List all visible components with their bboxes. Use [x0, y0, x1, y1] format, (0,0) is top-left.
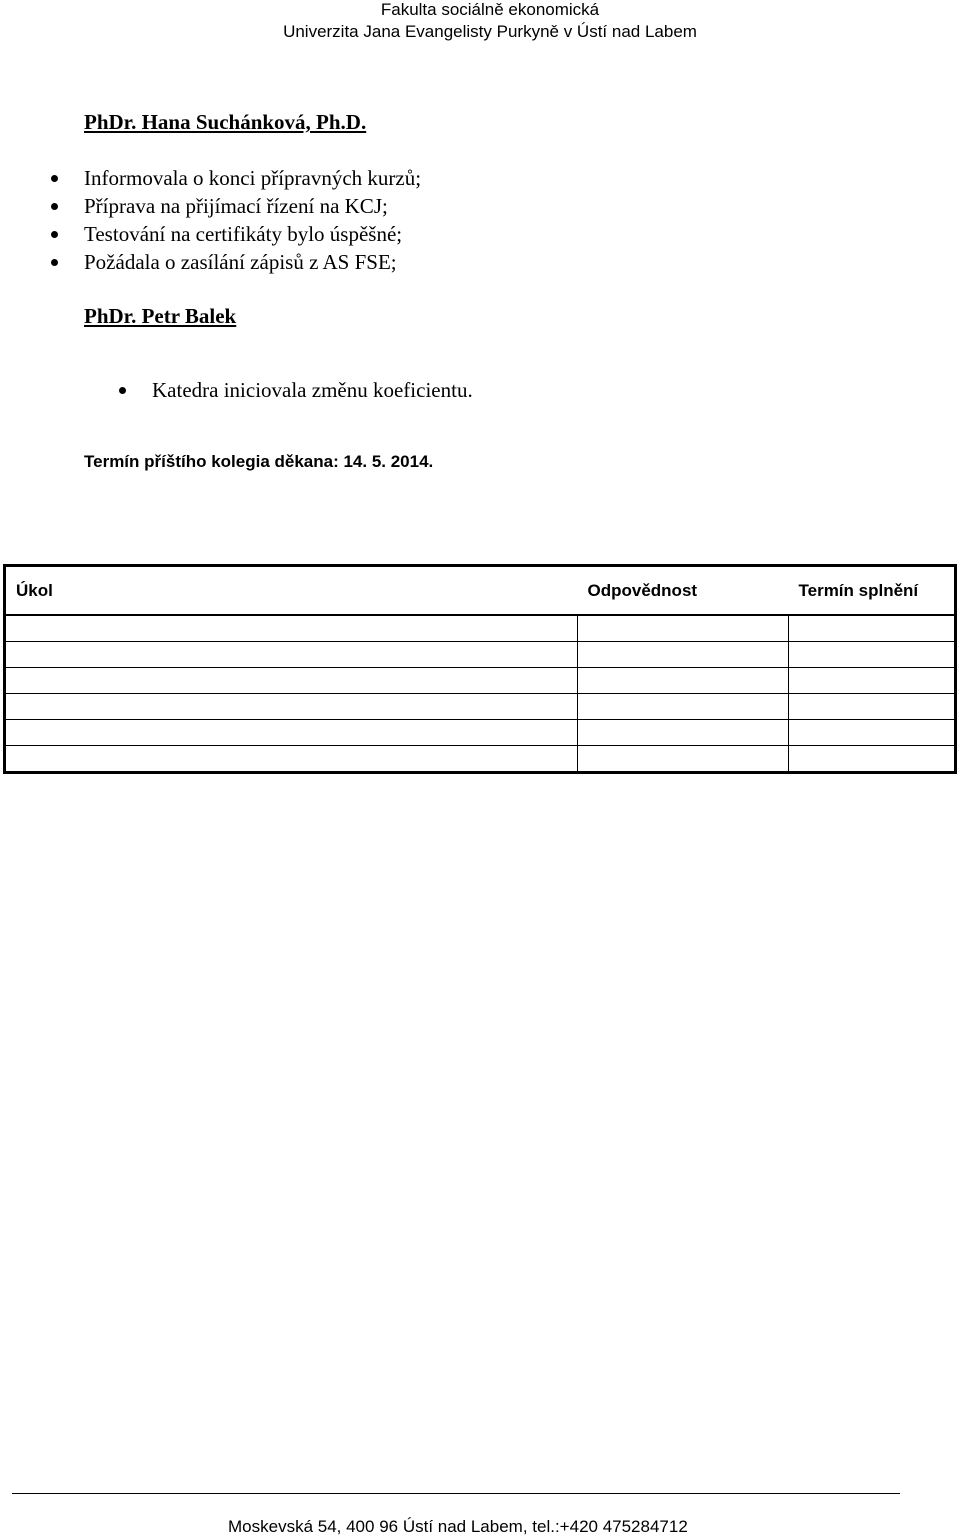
- bullet-icon: [51, 259, 58, 266]
- table-cell: [789, 694, 956, 720]
- table-row: [5, 668, 956, 694]
- list-item: [84, 192, 421, 220]
- list-item: [84, 248, 421, 276]
- task-table: [3, 564, 957, 774]
- list-item-text: Informovala o konci přípravných kurzů;: [84, 166, 422, 190]
- list-item-text: Testování na certifikáty bylo úspěšné;: [84, 222, 403, 246]
- next-meeting-date: Termín příštího kolegia děkana: 14. 5. 2014.: [84, 452, 434, 471]
- footer-address: Moskevská 54, 400 96 Ústí nad Labem, tel.:+420 475284712: [228, 1517, 688, 1536]
- list-item-text: Katedra iniciovala změnu koeficientu.: [152, 378, 473, 402]
- table-cell: [5, 642, 578, 668]
- table-cell: [789, 720, 956, 746]
- table-cell: [5, 746, 578, 773]
- list-item: [152, 376, 473, 404]
- table-cell: [578, 746, 789, 773]
- table-row: [5, 615, 956, 642]
- university-name: Univerzita Jana Evangelisty Purkyně v Ústí nad Labem: [283, 22, 697, 41]
- table-cell: [578, 642, 789, 668]
- table-header-row: [5, 566, 956, 616]
- table-cell: [789, 746, 956, 773]
- list-item: [84, 220, 421, 248]
- column-header-responsibility: Odpovědnost: [578, 566, 789, 616]
- table-cell: [5, 720, 578, 746]
- bullet-list-suchankova: [84, 164, 421, 276]
- list-item: [84, 164, 421, 192]
- bullet-icon: [51, 175, 58, 182]
- bullet-icon: [119, 387, 126, 394]
- table-row: [5, 642, 956, 668]
- table-cell: [578, 668, 789, 694]
- bullet-icon: [51, 231, 58, 238]
- section-heading-balek: PhDr. Petr Balek: [84, 304, 237, 328]
- table-cell: [5, 668, 578, 694]
- table-cell: [5, 615, 578, 642]
- table-cell: [789, 615, 956, 642]
- table-row: [5, 720, 956, 746]
- list-item-text: Příprava na přijímací řízení na KCJ;: [84, 194, 388, 218]
- table-row: [5, 694, 956, 720]
- table-cell: [5, 694, 578, 720]
- bullet-list-balek: [152, 376, 473, 404]
- table-cell: [578, 694, 789, 720]
- footer-divider: [12, 1493, 900, 1494]
- column-header-deadline: Termín splnění: [789, 566, 956, 616]
- table-cell: [789, 642, 956, 668]
- table-row: [5, 746, 956, 773]
- table-cell: [578, 720, 789, 746]
- section-heading-suchankova: PhDr. Hana Suchánková, Ph.D.: [84, 110, 367, 134]
- faculty-name: Fakulta sociálně ekonomická: [380, 0, 600, 19]
- column-header-task: Úkol: [5, 566, 578, 616]
- bullet-icon: [51, 203, 58, 210]
- table-cell: [789, 668, 956, 694]
- table-cell: [578, 615, 789, 642]
- list-item-text: Požádala o zasílání zápisů z AS FSE;: [84, 250, 397, 274]
